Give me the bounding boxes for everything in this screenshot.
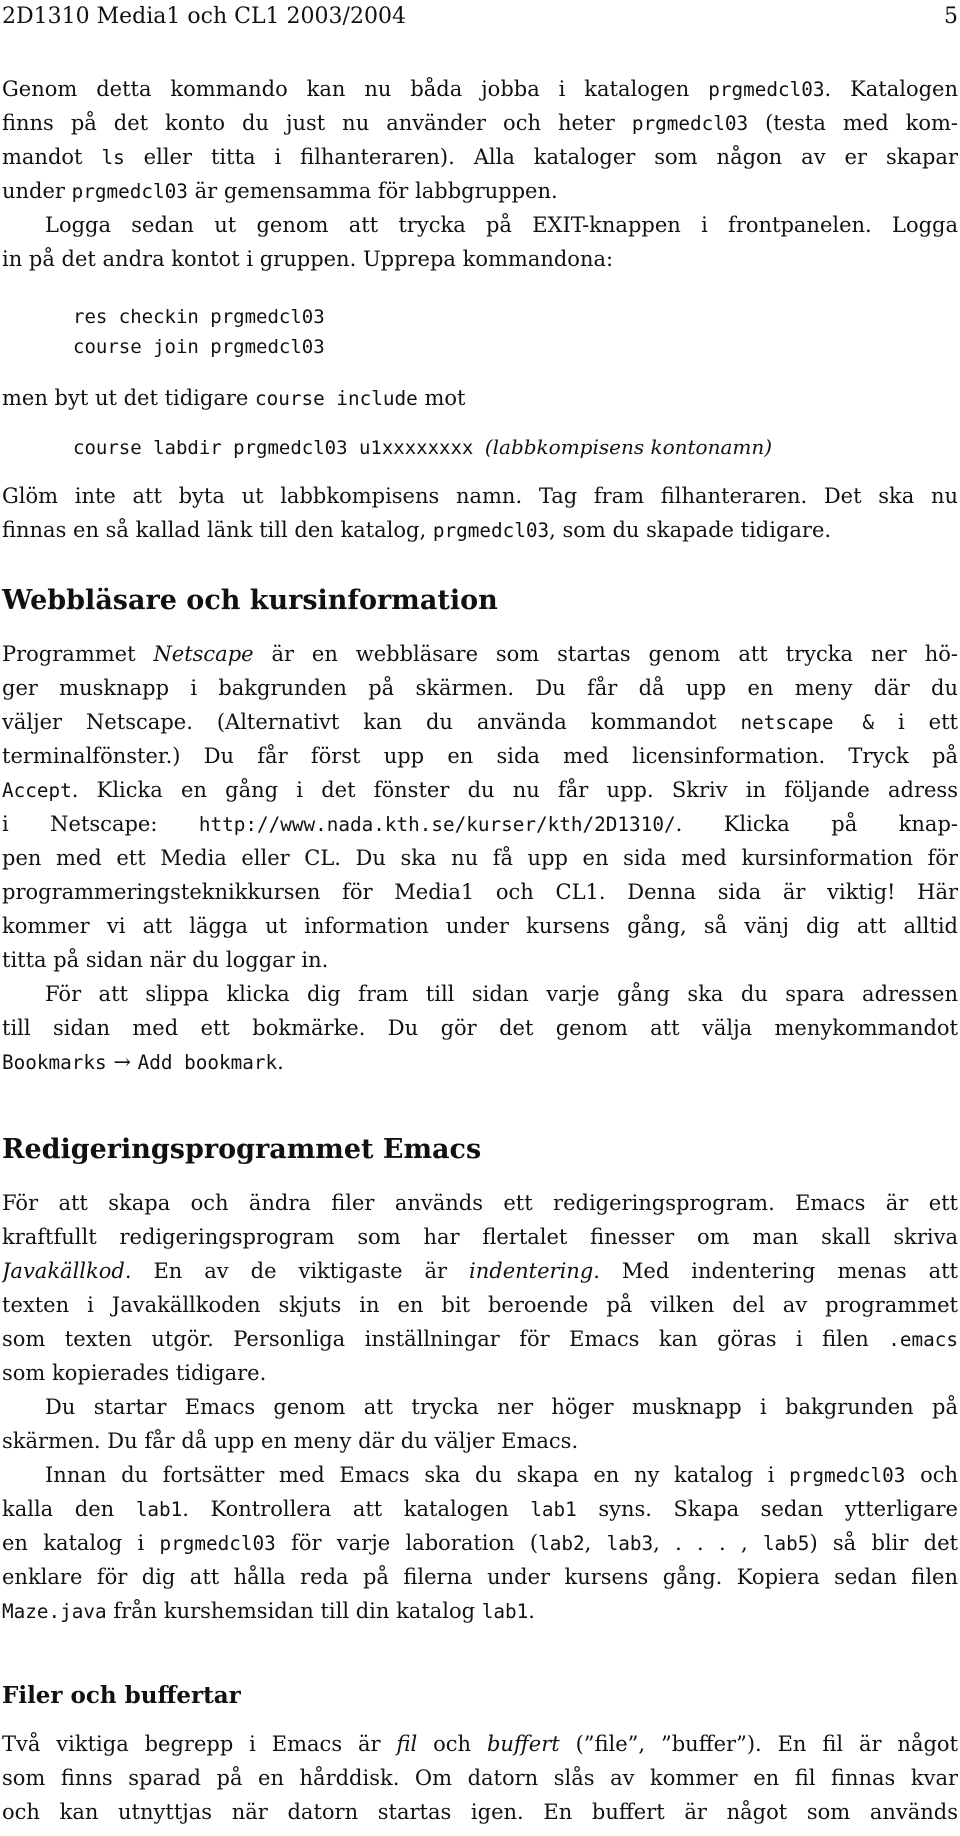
text-line: Programmet Netscape är en webbläsare som startas genom att trycka ner hö-: [2, 642, 958, 666]
text-line: och kan utnyttjas när datorn startas igen. En buffert är något som används: [2, 1800, 958, 1824]
subsection-heading-filer: Filer och buffertar: [2, 1682, 241, 1709]
text-line: som kopierades tidigare.: [2, 1361, 267, 1385]
code-block-labdir: [2, 432, 958, 462]
page-header: [0, 4, 960, 34]
text-line: som finns sparad på en hårddisk. Om datorn slås av kommer en fil finnas kvar: [2, 1766, 958, 1790]
text-line: under prgmedcl03 är gemensamma för labbgruppen.: [2, 179, 558, 203]
text-line: in på det andra kontot i gruppen. Upprepa kommandona:: [2, 247, 614, 271]
code-line: course join prgmedcl03: [73, 336, 325, 358]
text-line: ger musknapp i bakgrunden på skärmen. Du får då upp en meny där du: [2, 676, 958, 700]
text-line: kalla den lab1. Kontrollera att katalogen lab1 syns. Skapa sedan ytterligare: [2, 1497, 958, 1521]
running-head: 2D1310 Media1 och CL1 2003/2004: [2, 4, 406, 29]
text-line: Javakällkod. En av de viktigaste är indentering. Med indentering menas att: [2, 1259, 958, 1283]
paragraph-byt-ut: [2, 381, 958, 415]
text-line: men byt ut det tidigare course include mot: [2, 386, 466, 410]
text-line: till sidan med ett bokmärke. Du gör det genom att välja menykommandot: [2, 1016, 958, 1040]
text-line: väljer Netscape. (Alternativt kan du använda kommandot netscape & i ett: [2, 710, 958, 734]
text-line: Glöm inte att byta ut labbkompisens namn. Tag fram filhanteraren. Det ska nu: [2, 484, 958, 508]
text-line: titta på sidan när du loggar in.: [2, 948, 329, 972]
text-line: Bookmarks → Add bookmark.: [2, 1050, 284, 1074]
text-line: pen med ett Media eller CL. Du ska nu få upp en sida med kursinformation för: [2, 846, 958, 870]
text-line: terminalfönster.) Du får först upp en sida med licensinformation. Tryck på: [2, 744, 958, 768]
paragraph-glom-inte: [2, 479, 958, 547]
text-line: kommer vi att lägga ut information under kursens gång, så vänj dig att alltid: [2, 914, 958, 938]
text-line: enklare för dig att hålla reda på filerna under kursens gång. Kopiera sedan filen: [2, 1565, 958, 1589]
text-line: Du startar Emacs genom att trycka ner höger musknapp i bakgrunden på: [45, 1395, 958, 1419]
text-line: Accept. Klicka en gång i det fönster du nu får upp. Skriv in följande adress: [2, 778, 958, 802]
code-line: res checkin prgmedcl03: [73, 306, 325, 328]
text-line: För att skapa och ändra filer används ett redigeringsprogram. Emacs är ett: [2, 1191, 958, 1215]
text-line: Maze.java från kurshemsidan till din katalog lab1.: [2, 1599, 535, 1623]
code-block-commands: [2, 302, 958, 362]
paragraph-emacs: [2, 1186, 958, 1628]
page-number: 5: [944, 4, 958, 29]
section-heading-webblasare: Webbläsare och kursinformation: [2, 585, 498, 616]
section-heading-emacs: Redigeringsprogrammet Emacs: [2, 1134, 482, 1165]
paragraph-katalog: [2, 72, 958, 276]
paragraph-filer: [2, 1727, 958, 1829]
text-line: För att slippa klicka dig fram till sidan varje gång ska du spara adressen: [45, 982, 958, 1006]
text-line: texten i Javakällkoden skjuts in en bit beroende på vilken del av programmet: [2, 1293, 958, 1317]
text-line: Innan du fortsätter med Emacs ska du skapa en ny katalog i prgmedcl03 och: [45, 1463, 958, 1487]
text-line: mandot ls eller titta i filhanteraren). Alla kataloger som någon av er skapar: [2, 145, 958, 169]
text-line: skärmen. Du får då upp en meny där du väljer Emacs.: [2, 1429, 579, 1453]
text-line: i Netscape: http://www.nada.kth.se/kurser/kth/2D1310/. Klicka på knap-: [2, 812, 958, 836]
text-line: Logga sedan ut genom att trycka på EXIT-knappen i frontpanelen. Logga: [45, 213, 958, 237]
text-line: finns på det konto du just nu använder och heter prgmedcl03 (testa med kom-: [2, 111, 958, 135]
text-line: finnas en så kallad länk till den katalog, prgmedcl03, som du skapade tidigare.: [2, 518, 832, 542]
paragraph-netscape: [2, 637, 958, 1079]
text-line: kraftfullt redigeringsprogram som har flertalet finesser om man skall skriva: [2, 1225, 958, 1249]
text-line: programmeringsteknikkursen för Media1 och CL1. Denna sida är viktig! Här: [2, 880, 958, 904]
text-line: Genom detta kommando kan nu båda jobba i katalogen prgmedcl03. Katalogen: [2, 77, 958, 101]
text-line: en katalog i prgmedcl03 för varje laboration (lab2, lab3, . . . , lab5) så blir det: [2, 1531, 958, 1555]
text-line: Två viktiga begrepp i Emacs är fil och buffert (”file”, ”buffer”). En fil är något: [2, 1732, 958, 1756]
text-line: som texten utgör. Personliga inställningar för Emacs kan göras i filen .emacs: [2, 1327, 958, 1351]
code-line: course labdir prgmedcl03 u1xxxxxxxx (labbkompisens kontonamn): [73, 435, 773, 459]
